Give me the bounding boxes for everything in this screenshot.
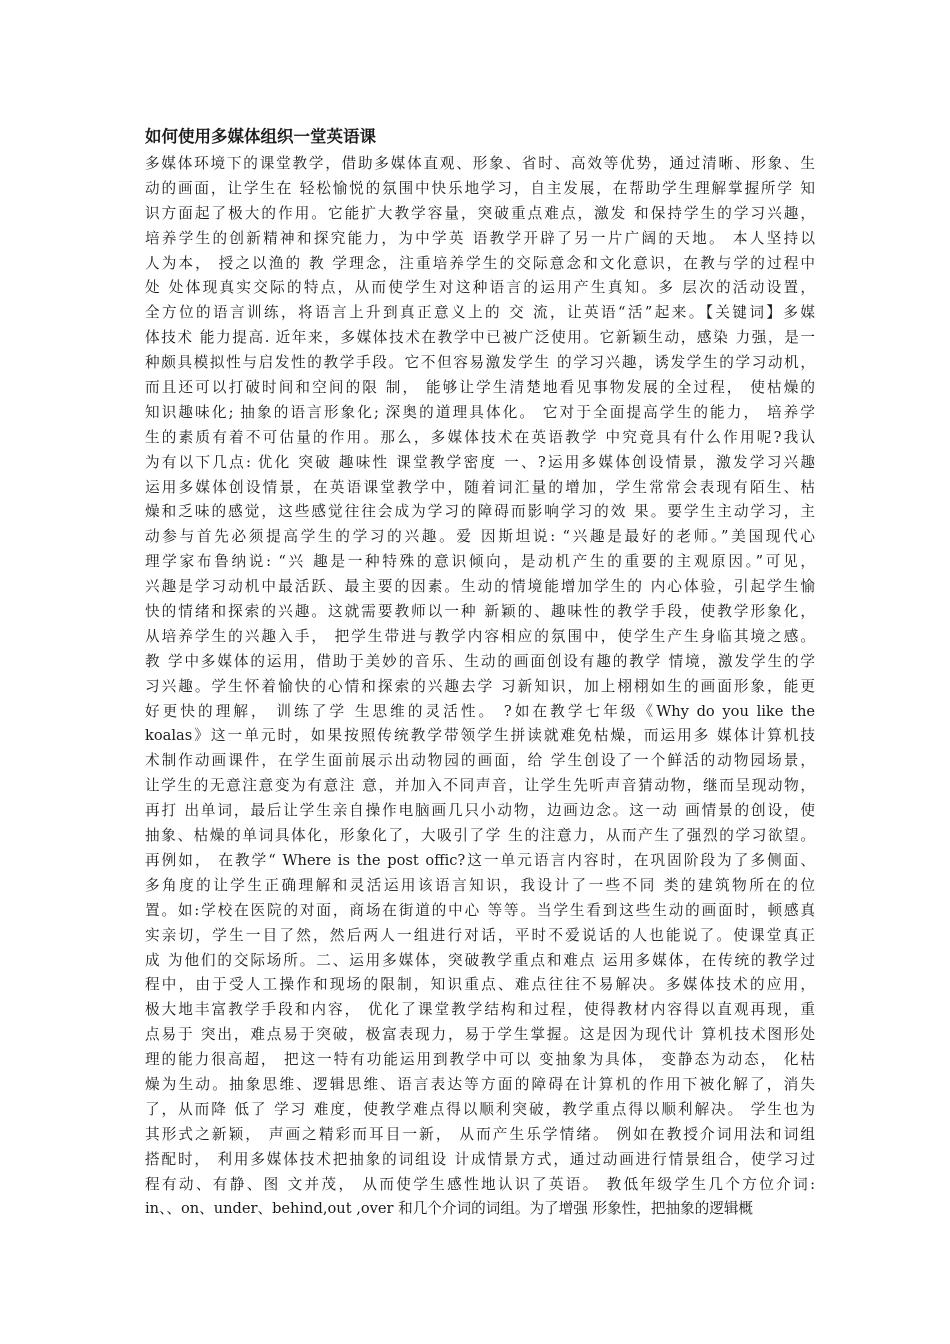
paragraph-line: 知识趣味化; 抽象的语言形象化; 深奥的道理具体化。 它对于全面提高学生的能力， 培养学 xyxy=(145,403,815,421)
paragraph-line: 识方面起了极大的作用。它能扩大教学容量，突破重点难点，激发 和保持学生的学习兴趣， xyxy=(145,204,815,222)
paragraph-line: 全方位的语言训练，将语言上升到真正意义上的 交 流，让英语“活”起来。【关键词】多媒 xyxy=(145,304,815,322)
paragraph-line: 人为本， 授之以渔的 教 学理念，注重培养学生的交际意念和文化意识，在教与学的过程中 xyxy=(145,254,815,272)
paragraph-line: 了，从而降 低了 学习 难度，使教学难点得以顺利突破，教学重点得以顺利解决。 学生也为 xyxy=(145,1100,815,1118)
paragraph-line: 多媒体环境下的课堂教学，借助多媒体直观、形象、省时、高效等优势，通过清晰、形象、生 xyxy=(145,155,815,172)
paragraph-line: 多角度的让学生正确理解和灵活运用该语言知识，我设计了一些不同 类的建筑物所在的位 xyxy=(145,876,815,894)
paragraph-line: 燥和乏味的感觉，这些感觉往往会成为学习的障碍而影响学习的效 果。要学生主动学习，主 xyxy=(145,503,815,521)
paragraph-line: 燥为生动。抽象思维、逻辑思维、语言表达等方面的障碍在计算机的作用下被化解了，消失 xyxy=(145,1075,815,1093)
document-page xyxy=(145,122,815,1222)
paragraph-line: 快的情绪和探索的兴趣。这就需要教师以一种 新颖的、趣味性的教学手段，使教学形象化， xyxy=(145,603,815,621)
paragraph-line: 实亲切，学生一目了然，然后两人一组进行对话，平时不爱说话的人也能说了。使课堂真正 xyxy=(145,926,815,944)
paragraph-line: 成 为他们的交际场所。二、运用多媒体，突破教学重点和难点 运用多媒体，在传统的教学过 xyxy=(145,951,815,969)
paragraph-line: 其形式之新颖， 声画之精彩而耳目一新， 从而产生乐学情绪。 例如在教授介词用法和词组 xyxy=(145,1125,815,1143)
paragraph-line: 让学生的无意注意变为有意注 意，并加入不同声音，让学生先听声音猜动物，继而呈现动物， xyxy=(145,777,815,795)
paragraph-line: 兴趣是学习动机中最活跃、最主要的因素。生动的情境能增加学生的 内心体验，引起学生愉 xyxy=(145,578,815,596)
paragraph-line: 术制作动画课件，在学生面前展示出动物园的画面，给 学生创设了一个鲜活的动物园场景， xyxy=(145,752,815,770)
paragraph-line: 抽象、枯燥的单词具体化，形象化了，大吸引了学 生的注意力，从而产生了强烈的学习欲望。 xyxy=(145,827,815,845)
paragraph-line: 培养学生的创新精神和探究能力，为中学英 语教学开辟了另一片广阔的天地。 本人坚持以 xyxy=(145,229,815,247)
paragraph-line: 再例如， 在教学“ Where is the post offic?这一单元语言内容时，在巩固阶段为了多侧面、 xyxy=(145,851,815,869)
paragraph-line: 点易于 突出，难点易于突破，极富表现力，易于学生掌握。这是因为现代计 算机技术图形处 xyxy=(145,1026,815,1044)
paragraph-line: 体技术 能力提高. 近年来，多媒体技术在教学中已被广泛使用。它新颖生动，感染 力强，是一 xyxy=(145,329,815,347)
paragraph-line: 生的素质有着不可估量的作用。那么，多媒体技术在英语教学 中究竟具有什么作用呢?我认 xyxy=(145,428,815,446)
paragraph-line: 从培养学生的兴趣入手， 把学生带进与教学内容相应的氛围中，使学生产生身临其境之感。 xyxy=(145,627,815,645)
paragraph-line: 处 处体现真实交际的特点，从而使学生对这种语言的运用产生真知。多 层次的活动设置， xyxy=(145,279,815,297)
paragraph-line: 理学家布鲁纳说: “兴 趣是一种特殊的意识倾向，是动机产生的重要的主观原因。”可见， xyxy=(145,553,815,571)
paragraph-line: 教 学中多媒体的运用，借助于美妙的音乐、生动的画面创设有趣的教学 情境，激发学生的学 xyxy=(145,652,815,670)
paragraph-line: 程中，由于受人工操作和现场的限制，知识重点、难点往往不易解决。多媒体技术的应用， xyxy=(145,976,815,994)
paragraph-line: 运用多媒体创设情景，在英语课堂教学中，随着词汇量的增加，学生常常会表现有陌生、枯 xyxy=(145,478,815,496)
paragraph-line: 再打 出单词，最后让学生亲自操作电脑画几只小动物，边画边念。这一动 画情景的创设，使 xyxy=(145,802,815,820)
paragraph-line: koalas》这一单元时，如果按照传统教学带领学生拼读就难免枯燥，而运用多 媒体计算机技 xyxy=(145,727,815,745)
paragraph-line: 动的画面，让学生在 轻松愉悦的氛围中快乐地学习，自主发展，在帮助学生理解掌握所学 知 xyxy=(145,179,815,197)
paragraph-line: 习兴趣。学生怀着愉快的心情和探索的兴趣去学 习新知识，加上栩栩如生的画面形象，能更 xyxy=(145,677,815,695)
paragraph-line: 为有以下几点: 优化 突破 趣味性 课堂教学密度 一、?运用多媒体创设情景，激发学习兴趣 xyxy=(145,453,815,471)
paragraph-line: 搭配时， 利用多媒体技术把抽象的词组设 计成情景方式，通过动画进行情景组合，使学习过 xyxy=(145,1150,815,1168)
paragraph-line: 而且还可以打破时间和空间的限 制， 能够让学生清楚地看见事物发展的全过程， 使枯燥的 xyxy=(145,379,815,397)
paragraph-line: 种颇具模拟性与启发性的教学手段。它不但容易激发学生 的学习兴趣，诱发学生的学习动机， xyxy=(145,354,815,372)
paragraph-line: 极大地丰富教学手段和内容， 优化了课堂教学结构和过程，使得教材内容得以直观再现，重 xyxy=(145,1001,815,1019)
paragraph-line: 程有动、有静、图 文并茂， 从而使学生感性地认识了英语。 教低年级学生几个方位介词: xyxy=(145,1175,815,1193)
paragraph-line: 动参与首先必须提高学生的学习的兴趣。爱 因斯坦说: “兴趣是最好的老师。”美国现代心 xyxy=(145,528,815,546)
paragraph-line: 好更快的理解， 训练了学 生思维的灵活性。 ?如在教学七年级《Why do you like the xyxy=(145,702,815,720)
paragraph-line: 置。如:学校在医院的对面，商场在街道的中心 等等。当学生看到这些生动的画面时，顿感真 xyxy=(145,901,815,919)
paragraph-line: 理的能力很高超， 把这一特有功能运用到教学中可以 变抽象为具体， 变静态为动态， 化枯 xyxy=(145,1051,815,1069)
document-body xyxy=(145,152,815,1222)
document-title: 如何使用多媒体组织一堂英语课 xyxy=(145,127,376,146)
paragraph-line: in、、on、under、behind,out ,over 和几个介词的词组。为了增强 形象性，把抽象的逻辑概 xyxy=(145,1200,754,1218)
